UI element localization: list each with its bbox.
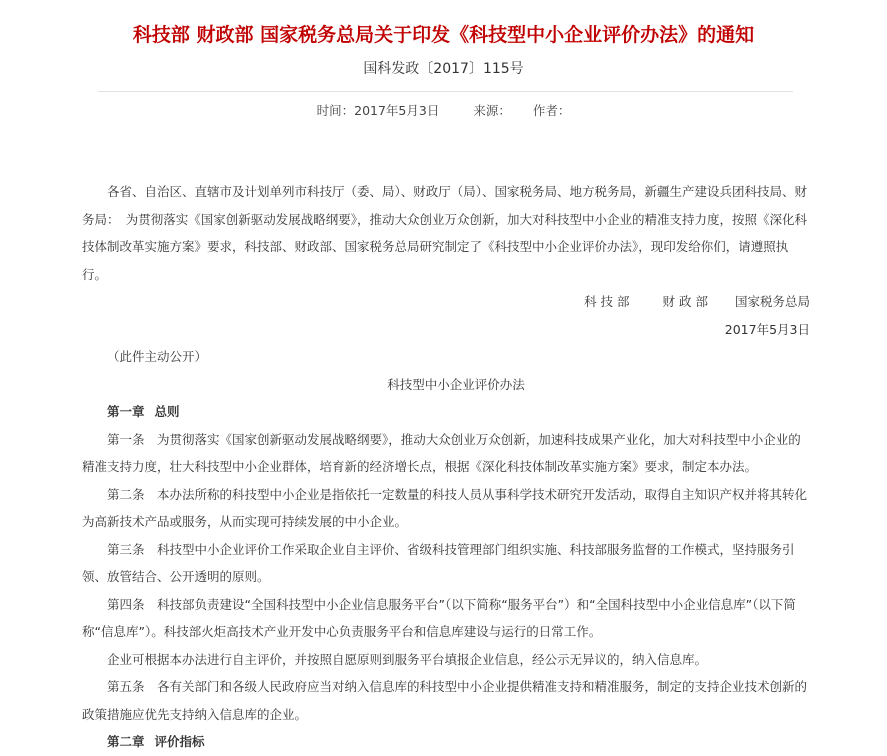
chapter-2-name: 评价指标 [154, 734, 205, 749]
document-title: 科技部 财政部 国家税务总局关于印发《科技型中小企业评价办法》的通知 [132, 24, 755, 46]
document-body [82, 178, 810, 756]
signatory-3: 国家税务总局 [734, 294, 810, 309]
intro-paragraph: 各省、自治区、直辖市及计划单列市科技厅（委、局）、财政厅（局）、国家税务局、地方税务局，新疆生产建设兵团科技局、财务局： 为贯彻落实《国家创新驱动发展战略纲要》，推动大众创业万众创新，加大对科技型中小企业的精准支持力度，按照《深化科技体制改革实施方案》要求，科技部、财政部、国家税务总局研究制定了《科技型中小企业评价办法》，现印发给你们，请遵照执行。 [82, 184, 808, 282]
article-4-note: 企业可根据本办法进行自主评价，并按照自愿原则到服务平台填报企业信息，经公示无异议的，纳入信息库。 [107, 651, 708, 667]
sign-date: 2017年5月3日 [724, 321, 810, 337]
article-1: 第一条 为贯彻落实《国家创新驱动发展战略纲要》，推动大众创业万众创新，加速科技成果产业化，加大对科技型中小企业的精准支持力度，壮大科技型中小企业群体，培育新的经济增长点，根据《深化科技体制改革实施方案》要求，制定本办法。 [82, 431, 801, 474]
chapter-2-number: 第二章 [107, 734, 145, 749]
document-number: 国科发政〔2017〕115号 [363, 61, 524, 77]
article-3: 第三条 科技型中小企业评价工作采取企业自主评价、省级科技管理部门组织实施、科技部服务监督的工作模式，坚持服务引领、放管结合、公开透明的原则。 [82, 541, 795, 584]
author-label: 作者： [532, 103, 571, 118]
time-value: 2017年5月3日 [354, 103, 440, 118]
header-divider [98, 91, 793, 92]
source-label: 来源： [473, 103, 511, 118]
public-note: （此件主动公开） [107, 349, 208, 364]
article-2: 第二条 本办法所称的科技型中小企业是指依托一定数量的科技人员从事科学技术研究开发活动，取得自主知识产权并将其转化为高新技术产品或服务，从而实现可持续发展的中小企业。 [82, 486, 808, 529]
chapter-1-number: 第一章 [107, 404, 145, 419]
signatories [82, 288, 810, 316]
article-5: 第五条 各有关部门和各级人民政府应当对纳入信息库的科技型中小企业提供精准支持和精准服务，制定的支持企业技术创新的政策措施应优先支持纳入信息库的企业。 [82, 679, 808, 722]
signatory-1: 科 技 部 [584, 294, 630, 309]
signatory-2: 财 政 部 [662, 294, 708, 309]
chapter-heading-1 [82, 398, 810, 426]
document-meta [0, 101, 887, 121]
chapter-1-name: 总则 [154, 404, 180, 419]
time-label: 时间： [316, 103, 355, 118]
document-subtitle: 科技型中小企业评价办法 [387, 376, 525, 392]
chapter-heading-2 [82, 728, 810, 756]
article-4: 第四条 科技部负责建设“全国科技型中小企业信息服务平台”（以下简称“服务平台”）和“全国科技型中小企业信息库”（以下简称“信息库”）。科技部火炬高技术产业开发中心负责服务平台和信息库建设与运行的日常工作。 [82, 596, 796, 639]
